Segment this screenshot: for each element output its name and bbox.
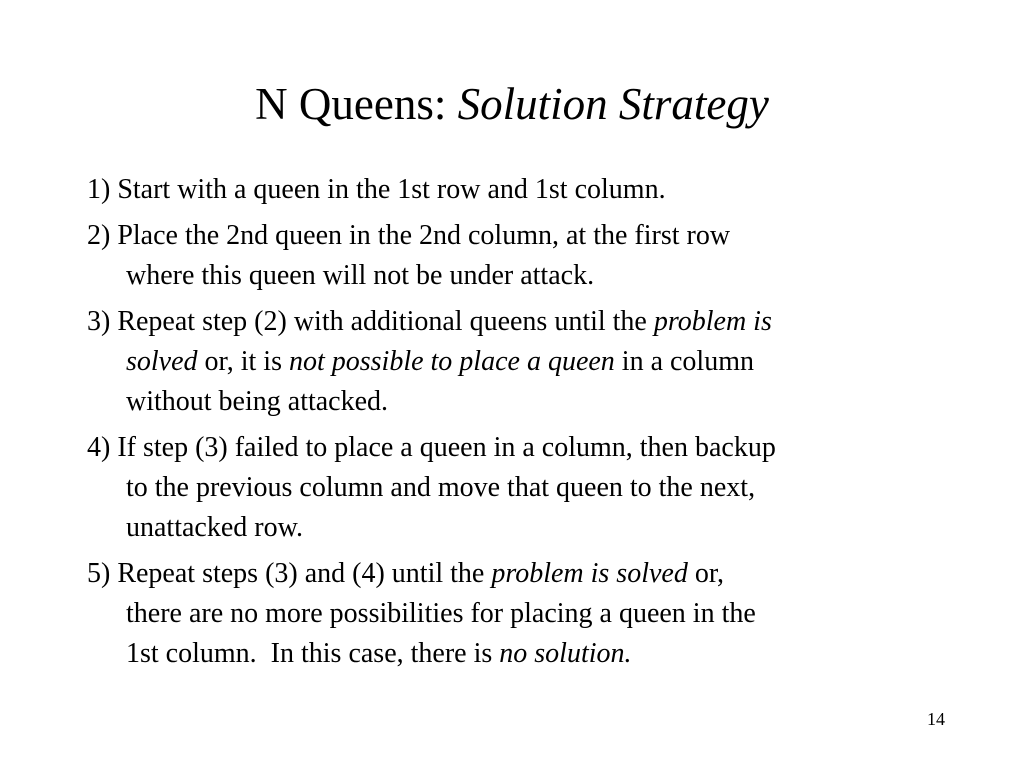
step-2 (87, 216, 957, 296)
step-text: 1st column. In this case, there is (126, 638, 493, 669)
step-5-line-1 (87, 554, 957, 594)
step-text: or, it is (204, 346, 282, 377)
step-1-line-1 (87, 170, 957, 210)
step-1 (87, 170, 957, 210)
step-text: 5) Repeat steps (3) and (4) until the (87, 558, 485, 589)
step-text: 1) Start with a queen in the 1st row and 1st column. (87, 174, 666, 205)
step-text: unattacked row. (126, 512, 303, 543)
step-4-line-1 (87, 428, 957, 468)
step-text: 4) If step (3) failed to place a queen in a column, then backup (87, 432, 776, 463)
step-3-line-3 (87, 382, 957, 422)
title-plain-text: N Queens: (255, 79, 447, 129)
step-emphasis: not possible to place a queen (288, 346, 615, 377)
step-text: 3) Repeat step (2) with additional queens until the (87, 306, 647, 337)
step-4 (87, 428, 957, 548)
step-2-line-2 (87, 256, 957, 296)
step-emphasis: solved (126, 346, 198, 377)
step-4-line-2 (87, 468, 957, 508)
step-emphasis: problem is (653, 306, 772, 337)
step-3-line-2 (87, 342, 957, 382)
step-3-line-1 (87, 302, 957, 342)
step-2-line-1 (87, 216, 957, 256)
step-text: 2) Place the 2nd queen in the 2nd column, at the first row (87, 220, 731, 251)
page-number: 14 (927, 709, 945, 729)
step-3 (87, 302, 957, 422)
step-4-line-3 (87, 508, 957, 548)
step-text: without being attacked. (126, 386, 389, 417)
slide-title (0, 74, 1024, 134)
step-emphasis: problem is solved (491, 558, 688, 589)
step-5-line-2 (87, 594, 957, 634)
step-5-line-3 (87, 634, 957, 674)
step-text: in a column (621, 346, 754, 377)
title-italic-text: Solution Strategy (457, 79, 769, 129)
step-text: where this queen will not be under attack. (126, 260, 595, 291)
strategy-steps (87, 170, 957, 680)
step-5 (87, 554, 957, 674)
step-text: there are no more possibilities for placing a queen in the (126, 598, 756, 629)
step-text: to the previous column and move that queen to the next, (126, 472, 756, 503)
step-emphasis: no solution. (499, 638, 632, 669)
step-text: or, (694, 558, 725, 589)
